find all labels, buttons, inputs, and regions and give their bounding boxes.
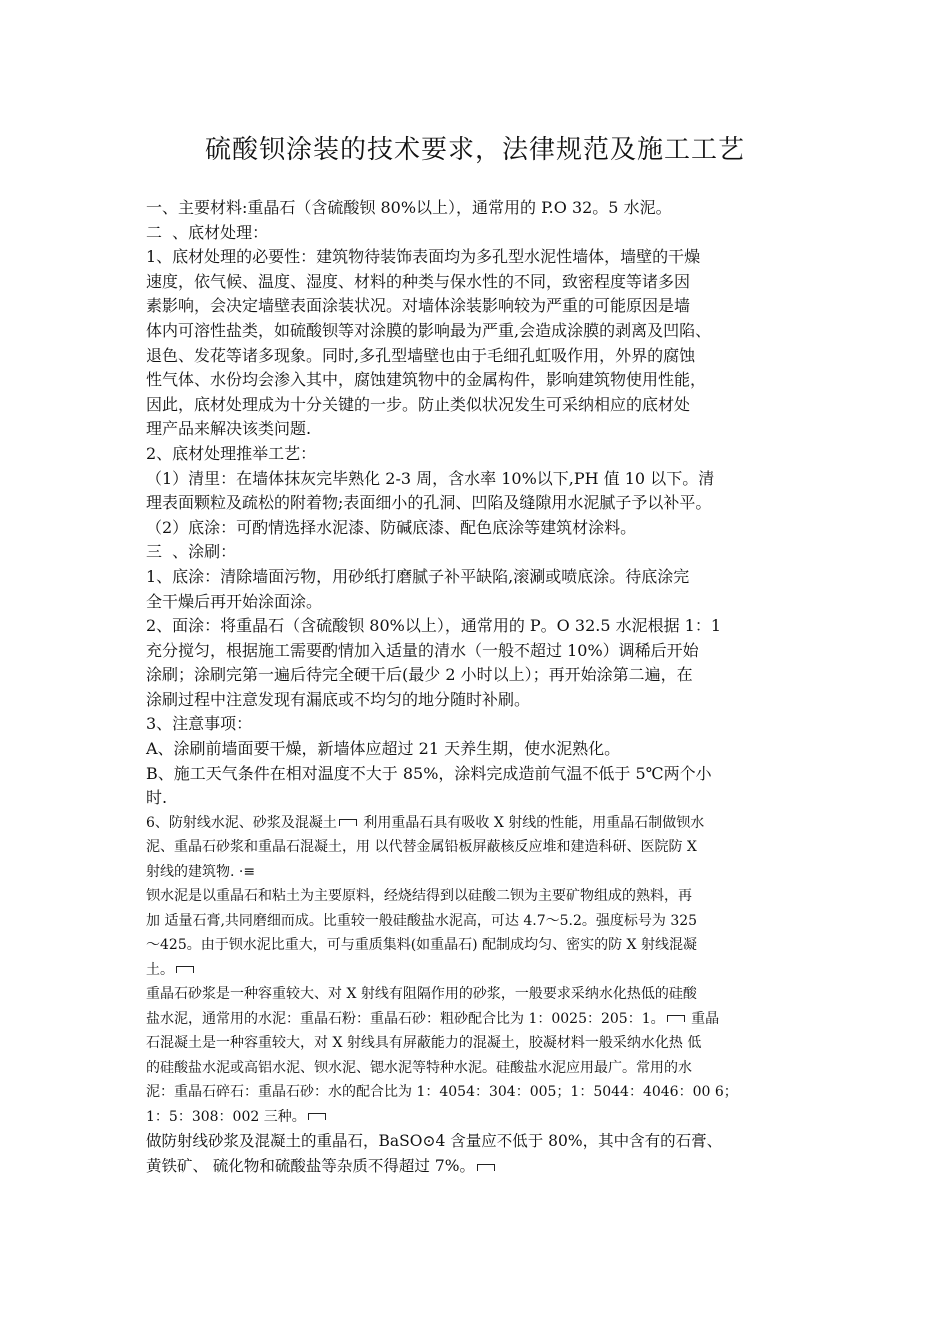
text-line: 理产品来解决该类问题. — [146, 419, 312, 439]
text-line: 因此，底材处理成为十分关键的一步。防止类似状况发生可采纳相应的底材处 — [146, 394, 691, 414]
text-line: 充分搅匀，根据施工需要酌情加入适量的清水（一般不超过 10%）调稀后开始 — [146, 640, 699, 660]
text-line — [146, 1007, 826, 1032]
text-fragment: 盐水泥，通常用的水泥：重晶石粉：重晶石砂：粗砂配合比为 1：0025：205：1。 — [146, 1010, 665, 1027]
text-line: 一、主要材料:重晶石（含硫酸钡 80%以上），通常用的 P.O 32。5 水泥。 — [146, 198, 672, 217]
text-fragment: 黄铁矿、 硫化物和硫酸盐等杂质不得超过 7%。 — [146, 1157, 475, 1176]
text-fragment: 1：5：308：002 三种。 — [146, 1108, 306, 1125]
text-line: 石混凝土是一种容重较大，对 X 射线具有屏蔽能力的混凝土，胶凝材料一般采纳水化热 低 — [146, 1035, 702, 1052]
text-line: ～425。由于钡水泥比重大，可与重质集料(如重晶石) 配制成均匀、密实的防 X 射线混凝 — [146, 937, 697, 954]
section-heading: 三 、涂刷： — [146, 542, 237, 562]
text-line: B、施工天气条件在相对温度不大于 85%，涂料完成造前气温不低于 5℃两个小 — [146, 763, 712, 783]
bracket-mark-icon — [176, 966, 194, 973]
bracket-mark-icon — [477, 1164, 495, 1171]
text-line: 退色、发花等诸多现象。同时,多孔型墙壁也由于毛细孔虹吸作用，外界的腐蚀 — [146, 345, 696, 365]
text-line: 重晶石砂浆是一种容重较大、对 X 射线有阻隔作用的砂浆，一般要求采纳水化热低的硅酸 — [146, 986, 697, 1003]
bracket-mark-icon — [308, 1113, 326, 1120]
bracket-mark-icon — [339, 819, 357, 826]
text-line: 理表面颗粒及疏松的附着物;表面细小的孔洞、凹陷及缝隙用水泥腻子予以补平。 — [146, 493, 712, 513]
text-line: 速度，依气候、温度、湿度、材料的种类与保水性的不同，致密程度等诸多因 — [146, 271, 691, 291]
text-line: （2）底涂：可酌情选择水泥漆、防碱底漆、配色底涂等建筑材涂料。 — [146, 517, 637, 537]
text-line: 1、底材处理的必要性：建筑物待装饰表面均为多孔型水泥性墙体，墙壁的干燥 — [146, 247, 701, 267]
text-line: 涂刷过程中注意发现有漏底或不均匀的地分随时补刷。 — [146, 689, 531, 709]
text-fragment: 土。 — [146, 961, 174, 978]
text-line: 性气体、水份均会渗入其中，腐蚀建筑物中的金属构件，影响建筑物使用性能， — [146, 370, 707, 390]
document-title: 硫酸钡涂装的技术要求，法律规范及施工工艺 — [204, 135, 745, 165]
text-line: 钡水泥是以重晶石和粘土为主要原料，经烧结得到以硅酸二钡为主要矿物组成的熟料，再 — [146, 888, 692, 905]
text-fragment: 利用重晶石具有吸收 X 射线的性能，用重晶石制做钡水 — [358, 814, 705, 831]
text-line: 2、底材处理推举工艺： — [146, 443, 317, 463]
text-line — [146, 1154, 826, 1179]
text-line: 泥：重晶石碎石：重晶石砂：水的配合比为 1：4054：304：005；1：5044：4046：00 6； — [146, 1084, 738, 1101]
text-line: 做防射线砂浆及混凝土的重晶石，BaSO⊙4 含量应不低于 80%，其中含有的石膏、 — [146, 1132, 723, 1151]
text-line: （1）清里：在墙体抹灰完毕熟化 2-3 周，含水率 10%以下,PH 值 10 以下。清 — [146, 468, 715, 488]
text-line: 的硅酸盐水泥或高铝水泥、钡水泥、锶水泥等特种水泥。硅酸盐水泥应用最广。常用的水 — [146, 1059, 692, 1076]
text-line: A、涂刷前墙面要干燥，新墙体应超过 21 天养生期，使水泥熟化。 — [146, 739, 621, 759]
text-line: 射线的建筑物. ·≡ — [146, 863, 256, 880]
text-line: 体内可溶性盐类，如硫酸钡等对涂膜的影响最为严重,会造成涂膜的剥离及凹陷、 — [146, 320, 712, 340]
text-line: 素影响，会决定墙壁表面涂装状况。对墙体涂装影响较为严重的可能原因是墙 — [146, 296, 691, 316]
text-line — [146, 811, 826, 836]
bracket-mark-icon — [667, 1015, 685, 1022]
text-line: 2、面涂：将重晶石（含硫酸钡 80%以上），通常用的 P。O 32.5 水泥根据 1：1 — [146, 616, 722, 636]
text-fragment: 6、防射线水泥、砂浆及混凝土 — [146, 814, 337, 831]
text-line — [146, 1105, 826, 1130]
text-line: 全干燥后再开始涂面涂。 — [146, 591, 323, 611]
text-line: 加 适量石膏,共同磨细而成。比重较一般硅酸盐水泥高，可达 4.7～5.2。强度标号为 325 — [146, 912, 698, 929]
text-line: 泥、重晶石砂浆和重晶石混凝土，用 以代替金属铅板屏蔽核反应堆和建造科研、医院防 X — [146, 839, 697, 856]
text-fragment: 重晶 — [686, 1010, 720, 1027]
text-line: 涂刷；涂刷完第一遍后待完全硬干后(最少 2 小时以上）；再开始涂第二遍，在 — [146, 665, 693, 685]
document-body — [146, 196, 826, 1179]
section-heading: 二 、底材处理： — [146, 222, 269, 242]
text-line: 3、注意事项： — [146, 714, 253, 734]
text-line — [146, 958, 826, 983]
text-line: 时. — [146, 788, 168, 808]
text-line: 1、底涂：清除墙面污物，用砂纸打磨腻子补平缺陷,滚涮或喷底涂。待底涂完 — [146, 566, 690, 586]
